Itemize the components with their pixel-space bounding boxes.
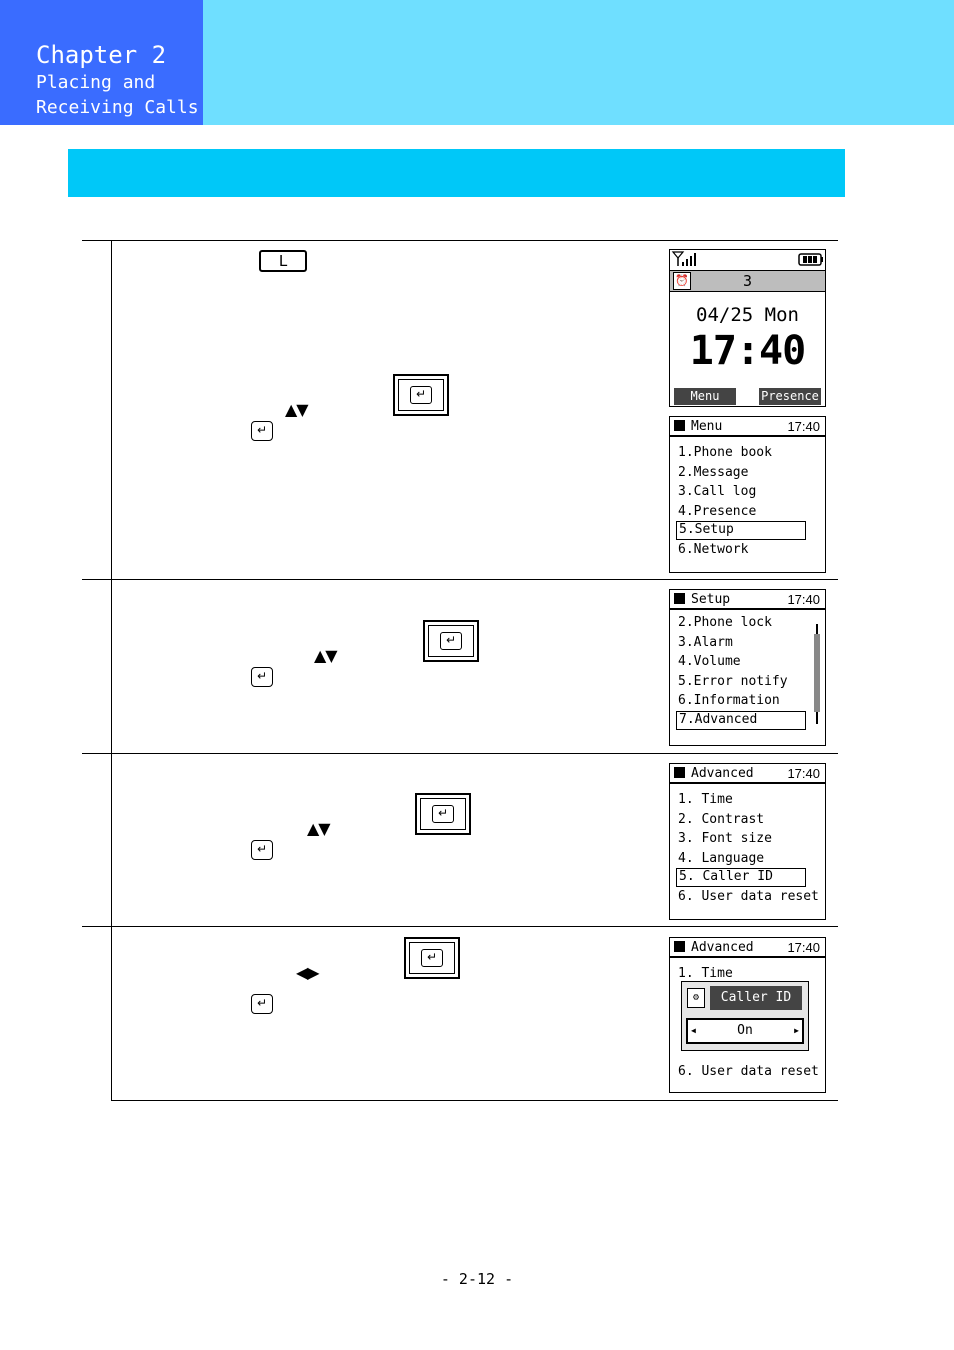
menu-list bbox=[670, 437, 825, 560]
advanced-list bbox=[670, 958, 825, 984]
screen-time: 17:40 bbox=[787, 419, 820, 434]
screen-header bbox=[670, 938, 825, 958]
phone-screen-advanced bbox=[669, 763, 826, 920]
signal-strength-icon bbox=[673, 252, 696, 266]
chapter-subtitle-line2: Receiving Calls bbox=[36, 97, 199, 118]
caller-id-value-selector[interactable] bbox=[686, 1018, 804, 1044]
status-bar bbox=[670, 250, 825, 270]
enter-icon: ↵ bbox=[421, 949, 443, 967]
screen-title: Setup bbox=[691, 592, 731, 607]
right-arrow-icon[interactable]: ▶ bbox=[794, 1026, 799, 1035]
advanced-item-contrast[interactable]: 2. Contrast bbox=[678, 811, 765, 827]
advanced-item-caller-id[interactable]: 5. Caller ID bbox=[676, 868, 806, 887]
advanced-item-font-size[interactable]: 3. Font size bbox=[678, 831, 772, 846]
joystick-key-icon bbox=[415, 793, 471, 835]
joystick-key-icon bbox=[404, 937, 460, 979]
menu-item-presence[interactable]: 4.Presence bbox=[678, 503, 757, 519]
screen-title: Menu bbox=[691, 419, 723, 434]
enter-icon: ↵ bbox=[410, 386, 432, 404]
advanced-item-user-data-reset[interactable]: 6. User data reset bbox=[678, 889, 819, 904]
left-right-arrow-icon: ◀▶ bbox=[296, 963, 319, 982]
section-title-bar bbox=[68, 149, 845, 197]
softkey-menu[interactable]: Menu bbox=[674, 388, 736, 405]
scrollbar-thumb[interactable] bbox=[814, 634, 820, 712]
left-arrow-icon[interactable]: ◀ bbox=[691, 1026, 696, 1035]
screen-header bbox=[670, 590, 825, 610]
softkey-bar bbox=[670, 388, 825, 406]
battery-icon bbox=[799, 254, 823, 265]
menu-item-setup[interactable]: 5.Setup bbox=[676, 521, 806, 540]
alarm-clock-icon: ⏰ bbox=[673, 272, 691, 290]
screen-time: 17:40 bbox=[787, 940, 820, 955]
scrollbar[interactable] bbox=[814, 616, 820, 730]
advanced-item-time[interactable]: 1. Time bbox=[678, 792, 733, 807]
settings-icon: ⚙ bbox=[687, 988, 705, 1008]
enter-icon: ↵ bbox=[440, 632, 462, 650]
l-key-icon: L bbox=[259, 250, 307, 272]
setup-item-information[interactable]: 6.Information bbox=[678, 693, 780, 708]
menu-item-call-log[interactable]: 3.Call log bbox=[678, 484, 757, 499]
menu-item-network[interactable]: 6.Network bbox=[678, 542, 749, 557]
row-divider bbox=[82, 579, 838, 580]
chapter-label-box bbox=[0, 0, 203, 125]
popup-title: Caller ID bbox=[710, 986, 802, 1010]
advanced-item-user-data-reset[interactable]: 6. User data reset bbox=[678, 1064, 819, 1079]
menu-square-icon bbox=[674, 593, 685, 604]
menu-square-icon bbox=[674, 420, 685, 431]
page-number: - 2-12 - bbox=[440, 1270, 514, 1288]
enter-icon: ↵ bbox=[432, 805, 454, 823]
joystick-key-icon bbox=[423, 620, 479, 662]
screen-time: 17:40 bbox=[787, 766, 820, 781]
row-divider bbox=[111, 1100, 838, 1101]
idle-date: 04/25 Mon bbox=[696, 304, 799, 326]
setup-item-volume[interactable]: 4.Volume bbox=[678, 654, 741, 669]
softkey-presence[interactable]: Presence bbox=[759, 388, 821, 405]
menu-item-message[interactable]: 2.Message bbox=[678, 464, 749, 480]
row-divider bbox=[82, 753, 838, 754]
up-down-arrow-icon: ▲▼ bbox=[314, 646, 337, 665]
menu-square-icon bbox=[674, 767, 685, 778]
chapter-title: Chapter 2 bbox=[36, 41, 167, 69]
screen-time: 17:40 bbox=[787, 592, 820, 607]
enter-key-icon: ↵ bbox=[251, 421, 273, 441]
indicator-bar bbox=[670, 270, 825, 292]
setup-item-advanced[interactable]: 7.Advanced bbox=[676, 711, 806, 730]
menu-item-phone-book[interactable]: 1.Phone book bbox=[678, 445, 772, 460]
enter-key-icon: ↵ bbox=[251, 667, 273, 687]
steps-table-left-border bbox=[111, 240, 112, 1101]
setup-item-alarm[interactable]: 3.Alarm bbox=[678, 634, 733, 650]
screen-header bbox=[670, 417, 825, 437]
chapter-subtitle-line1: Placing and bbox=[36, 72, 156, 93]
setup-item-phone-lock[interactable]: 2.Phone lock bbox=[678, 615, 772, 630]
enter-key-icon: ↵ bbox=[251, 994, 273, 1014]
advanced-item-time[interactable]: 1. Time bbox=[678, 966, 733, 981]
screen-header bbox=[670, 764, 825, 784]
caller-id-popup bbox=[681, 981, 809, 1051]
screen-title: Advanced bbox=[691, 940, 754, 955]
phone-screen-menu bbox=[669, 416, 826, 573]
enter-key-icon: ↵ bbox=[251, 840, 273, 860]
advanced-list bbox=[670, 784, 825, 907]
indicator-count: 3 bbox=[742, 272, 753, 290]
signal-battery-icons bbox=[670, 250, 826, 270]
joystick-key-icon bbox=[393, 374, 449, 416]
idle-clock: 17:40 bbox=[689, 328, 806, 374]
menu-square-icon bbox=[674, 941, 685, 952]
phone-screen-idle bbox=[669, 249, 826, 407]
phone-screen-setup bbox=[669, 589, 826, 746]
advanced-item-language[interactable]: 4. Language bbox=[678, 850, 765, 866]
up-down-arrow-icon: ▲▼ bbox=[307, 819, 330, 838]
caller-id-value: On bbox=[737, 1023, 753, 1038]
screen-title: Advanced bbox=[691, 766, 754, 781]
row-divider bbox=[82, 240, 838, 241]
setup-item-error-notify[interactable]: 5.Error notify bbox=[678, 673, 788, 689]
up-down-arrow-icon: ▲▼ bbox=[285, 400, 308, 419]
row-divider bbox=[82, 926, 838, 927]
setup-list bbox=[670, 610, 825, 730]
